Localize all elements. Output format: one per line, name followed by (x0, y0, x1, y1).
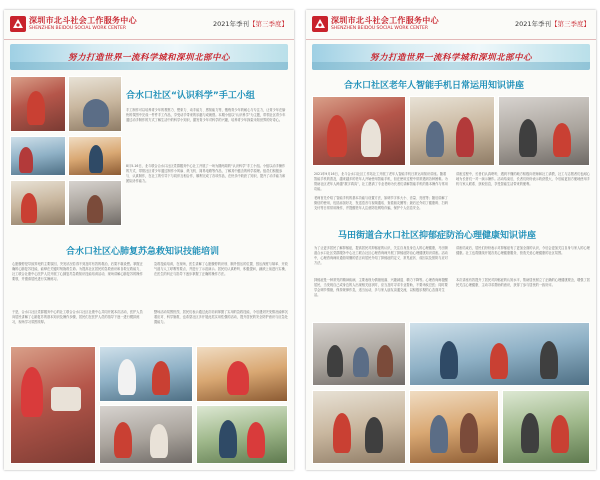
issue-quarter: 【第三季度】 (551, 20, 590, 28)
photo-cpr-3 (196, 346, 288, 402)
photo-cpr-5 (196, 405, 288, 464)
article-text-cpr-p2: 于是，合水口社区党群服务中心的社工联合合水口社区社康中心共同开展本次活动，医护人员向居民讲解了心肺复苏的基本知识及操作步骤，居民们在医护人员的指导下逐一进行模拟练习，现场学习氛围浓厚。 (12, 310, 143, 324)
photo-cpr-2 (99, 346, 193, 402)
photo-handcraft-3 (10, 136, 66, 176)
article-title-handcraft: 合水口社区“认识科学”手工小组 (126, 91, 255, 101)
photo-handcraft-4 (68, 136, 122, 176)
org-name-cn: 深圳市北斗社会工作服务中心 (331, 16, 439, 25)
photo-depression-5 (502, 390, 590, 464)
article-text-cpr-p3: 急救技能培训，在现场，医生讲解了心脏骤停的识别、胸外按压的位置、按压深度与频率、开放气道与人工呼吸等要点，并进行了示范演示。居民们认真聆听、积极提问，踊跃上前进行实操，在医生的纠正与指导下逐步掌握了正确的操作方法。 (154, 262, 288, 276)
article-text-cpr-p1: 心脏骤停是导致猝死的主要原因，突发状况若得不到及时有效的救治，后果不堪设想。掌握正确的心肺复苏技能，能够在关键时刻挽救生命。为提高社区居民的急救意识和自救互救能力，社工联合社康中心医护人员开展了心肺复苏急救知识技能培训活动，现场讲解心肺复苏的操作要领，并邀请居民进行实操练习。 (12, 262, 143, 281)
issue-label (213, 19, 288, 28)
article-text-smartphone-p2: 老师首先介绍了智能手机的基本功能与设置方法，如调节字体大小、音量、亮度等；随后讲解了微信的使用，包括添加好友、发送语音与视频通话、查看朋友圈等；最后还介绍了健康码、扫码支付等日常常用操作，并提醒老年人注意防范网络诈骗，保护个人信息安全。 (314, 196, 448, 210)
article-text-depression-p1: 为了让更多居民了解抑郁症，提高居民对抑郁症的认识，关注自身及身边人的心理健康，马田街道合水口社区党群服务中心社工联合社区心理咨询师开展了抑郁症防治心理健康知识讲座。活动中，心理咨询师用通俗易懂的语言向居民介绍了抑郁症的定义、常见症状、成因以及预防与应对方法。 (314, 246, 448, 265)
article-text-depression-p3: 讲座结束后，居民们纷纷表示对抑郁症有了更加全面的认识，今后会更加关注自身与家人的心理健康。社工也将继续开展各类心理健康服务，营造关爱心理健康的社区氛围。 (456, 246, 590, 255)
photo-smartphone-3 (498, 96, 590, 166)
photo-handcraft-2 (68, 76, 122, 132)
article-text-handcraft-p1: 手工制作可以培养青少年的观察力、想象力、动手能力、感知能力等，锻炼青少年的耐心与专注力，让青少年在愉快的氛围中完成一件件手工作品，享受动手带来的乐趣与成就感。本期小组以“认识科学”为主题，带领社区青少年通过动手制作的方式了解生活中的科学小知识，激发青少年对科学的兴趣，培养青少年探索未知世界的好奇心。 (126, 108, 286, 122)
org-name-en: SHENZHEN BEIDOU SOCIAL WORK CENTER (29, 26, 126, 31)
article-title-cpr: 合水口社区心肺复苏急救知识技能培训 (66, 247, 220, 257)
org-name-cn: 深圳市北斗社会工作服务中心 (29, 16, 137, 25)
article-text-smartphone-p3: 讲座过程中，长者们认真聆听，遇到不懂的地方积极向老师和社工请教，社工与志愿者们也耐心地为长者们一对一演示操作。活动结束后，长者们纷纷表示收获很大，今后能更加方便地使用手机与家人联系、获取信息，享受智能生活带来的便利。 (456, 172, 590, 186)
page-header (306, 10, 596, 40)
slogan-text: 努力打造世界一流科学城和深圳北部中心 (67, 53, 230, 63)
slogan-banner (312, 44, 590, 70)
page-header (4, 10, 294, 40)
photo-cpr-4 (99, 405, 193, 464)
photo-smartphone-2 (409, 96, 495, 166)
banner-skyline (312, 62, 590, 70)
photo-depression-1 (312, 322, 406, 386)
issue-year: 2021年季刊 (212, 20, 249, 28)
article-text-smartphone-p1: 2021年9月16日，北斗合水口社区工作站社工开展了老年人智能手机日常运用知识讲座。随着智能手机的普及，越来越多的老年人开始使用智能手机，但在使用过程中常常遇到各种困难。为帮助社区老年人跨越“数字鸿沟”，社工邀请了专业老师为长者们讲解智能手机的基本操作与常用功能。 (314, 172, 448, 191)
article-title-smartphone: 合水口社区老年人智能手机日常运用知识讲座 (344, 81, 525, 91)
issue-label (515, 19, 590, 28)
article-text-handcraft-p2: 8月5-16日，北斗联合合水口社区党群服务中心社工开展了一场为期两周的“认识科学”手工小组。小组以动手操作的方式，带领社区青少年通过制作小风扇、纸飞机、简易电路等作品，了解其中蕴含的科学原理。组员们积极参与、认真制作，在社工的引导下与同伴互相合作，顺利完成了各项作品，在快乐中收获了知识，提升了动手能力和团队协作能力。 (126, 164, 286, 183)
photo-cpr-1 (10, 346, 96, 464)
photo-depression-2 (409, 322, 590, 386)
article-text-depression-p4: 本次讲座有效提升了居民对抑郁症的认知水平，帮助居民树立了正确的心理健康观念，增强了居民关注心理健康、主动寻求帮助的意识，获得了参与居民的一致好评。 (456, 278, 590, 287)
slogan-banner (10, 44, 288, 70)
issue-year: 2021年季刊 (514, 20, 551, 28)
photo-handcraft-5 (10, 180, 66, 226)
photo-handcraft-1 (10, 76, 66, 132)
photo-smartphone-1 (312, 96, 406, 166)
article-text-depression-p2: 抑郁症是一种常见的精神疾病，主要表现为情绪低落、兴趣减退、精力下降等。心理咨询师提醒居民，当发现自己或身边的人出现相关症状时，应当及时寻求专业帮助，不要讳疾忌医；同时要学会调节情绪，保持规律作息，适当运动，多与家人朋友沟通交流，以积极乐观的心态面对生活。 (314, 278, 448, 297)
photo-depression-3 (312, 390, 406, 464)
newsletter-page-left (4, 10, 294, 470)
article-title-depression: 马田街道合水口社区抑郁症防治心理健康知识讲座 (338, 231, 537, 241)
article-text-cpr-p4: 整场活动氛围热烈，居民们表示通过此次培训掌握了实用的急救技能，今后遇到突发情况能够沉着应对、科学施救，也希望社区多开展此类实用性强的活动，提升居民的安全防护意识与应急处置能力。 (154, 310, 288, 324)
slogan-text: 努力打造世界一流科学城和深圳北部中心 (369, 53, 532, 63)
beidou-logo-icon (10, 16, 26, 32)
org-name-en: SHENZHEN BEIDOU SOCIAL WORK CENTER (331, 26, 428, 31)
beidou-logo-icon (312, 16, 328, 32)
newsletter-page-right (306, 10, 596, 470)
banner-skyline (10, 62, 288, 70)
issue-quarter: 【第三季度】 (249, 20, 288, 28)
photo-depression-4 (409, 390, 499, 464)
photo-handcraft-6 (68, 180, 122, 226)
